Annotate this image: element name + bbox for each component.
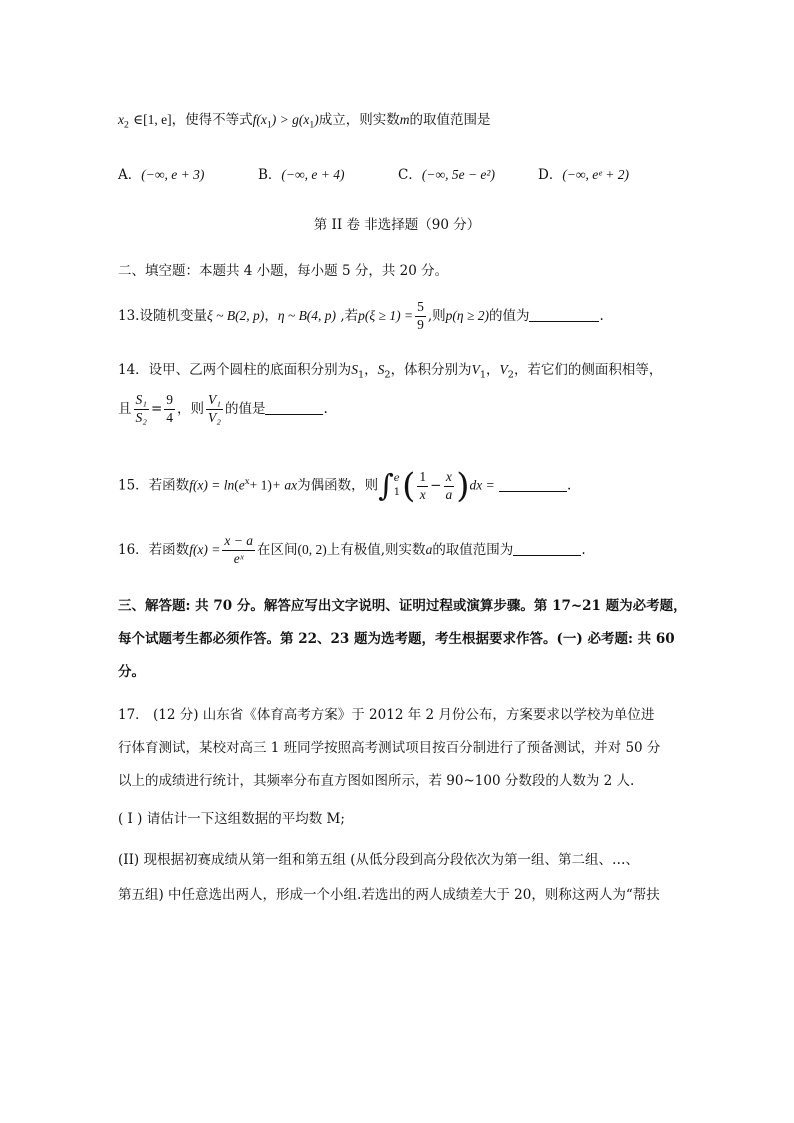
q12-interval: ∈[1, e] — [133, 112, 172, 127]
integral-limits: e 1 — [393, 473, 401, 498]
section3-line1: 三、解答题: 共 70 分。解答应写出文字说明、证明过程或演算步骤。第 17~21 题为必考题， — [118, 598, 687, 614]
q12-text2: 成立，则实数 — [318, 112, 400, 128]
q17-part2-line1: (II) 现根据初赛成绩从第一组和第五组 (从低分段到高分段依次为第一组、第二组、…、 — [118, 852, 640, 868]
q12-option-b: B．(−∞, e + 4) — [258, 167, 345, 183]
q12-condition-line — [118, 108, 490, 130]
q13: 13.设随机变量ξ ~ B(2, p)，η ~ B(4, p) ,若p(ξ ≥ 1) = $\frac{5}{9}$ ,则p(η ≥ 2)的值为 . — [118, 299, 604, 332]
q13-fraction: $\frac{5}{9}$ — [417, 299, 424, 332]
q16-fraction: $\frac{x - a}{\text{eˣ}}$ — [224, 533, 254, 566]
q17-part1: ( I ) 请估计一下这组数据的平均数 M; — [118, 811, 345, 827]
q14-answer-blank[interactable] — [265, 402, 323, 415]
q14-line2: 且 $\frac{\text{S₁}}{\text{S₂}}$ = $\frac{9}{4}$ ，则 $\frac{\text{V₁}}{\text{V₂}}$ 的值是 . — [118, 392, 328, 425]
q17-line1: 17． (12 分) 山东省《体育高考方案》于 2012 年 2 月份公布，方案要求以学校为单位进 — [118, 707, 655, 723]
q14-line1: 14．设甲、乙两个圆柱的底面积分别为$S_1$，$S_2$，体积分别为$V_1$，$V_2$，若它们的侧面积相等， — [118, 362, 663, 381]
q14-area-fraction: $\frac{\text{S₁}}{\text{S₂}}$ — [135, 392, 147, 425]
q12-ineq: $f(x_1) > g(x_1)$ — [252, 112, 319, 131]
q17-line2: 行体育测试，某校对高三 1 班同学按照高考测试项目按百分制进行了预备测试，并对 50 分 — [118, 740, 661, 756]
q12-option-a: A．(−∞, e + 3) — [118, 167, 205, 183]
q14-ratio-fraction: $\frac{9}{4}$ — [166, 392, 174, 425]
section3-line3: 分。 — [118, 664, 145, 680]
q15-fraction-2: $\frac{x}{a}$ — [445, 468, 453, 502]
section3-line2: 每个试题考生都必须作答。第 22、23 题为选考题，考生根据要求作答。(一) 必考题: 共 60 — [118, 631, 675, 647]
q12-m: m — [399, 112, 410, 127]
q16: 16．若函数f(x) = $\frac{x - a}{\text{eˣ}}$ 在区间(0, 2)上有极值,则实数a的取值范围为 . — [118, 533, 586, 566]
q17-line3: 以上的成绩进行统计，其频率分布直方图如图所示，若 90~100 分数段的人数为 2 人. — [118, 773, 635, 789]
section2-header: 二、填空题：本题共 4 小题，每小题 5 分，共 20 分。 — [118, 263, 449, 279]
q15-answer-blank[interactable] — [499, 479, 567, 492]
q17-part2-line2: 第五组) 中任意选出两人，形成一个小组.若选出的两人成绩差大于 20，则称这两人为“帮扶 — [118, 887, 660, 903]
q12-option-d: D．(−∞, eᵉ + 2) — [538, 167, 629, 183]
q15: 15．若函数$f(x) = \ln(e^x+ 1)+$ ax为偶函数，则∫ e 1 ( $\frac{1}{x}$ − $\frac{x}{a}$ )dx = . — [118, 466, 572, 506]
q12-option-c: C．(−∞, 5e − e²) — [398, 167, 495, 183]
q12-x2: $x_2$ — [118, 112, 129, 131]
q12-text3: 的取值范围是 — [409, 112, 491, 128]
q13-answer-blank[interactable] — [529, 309, 599, 322]
q15-fraction-1: $\frac{1}{x}$ — [419, 468, 427, 502]
q14-volume-fraction: $\frac{\text{V₁}}{\text{V₂}}$ — [208, 392, 221, 425]
q12-text1: ，使得不等式 — [171, 112, 253, 128]
part2-title: 第 II 卷 非选择题（90 分） — [313, 217, 481, 233]
q16-answer-blank[interactable] — [513, 543, 581, 556]
integral-sign: ∫ — [378, 468, 394, 504]
